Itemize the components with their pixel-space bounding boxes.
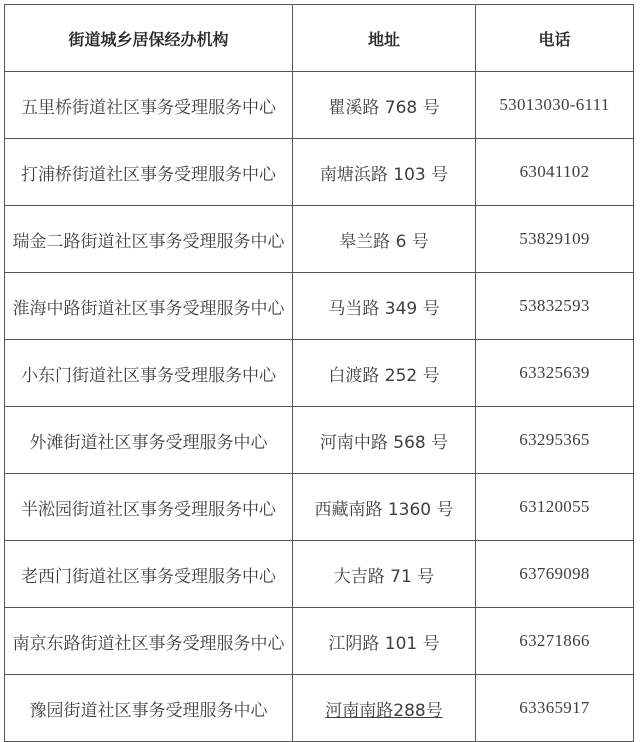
org-cell: 小东门街道社区事务受理服务中心 bbox=[5, 340, 293, 407]
table-row bbox=[5, 139, 634, 206]
org-cell: 五里桥街道社区事务受理服务中心 bbox=[5, 72, 293, 139]
table-row bbox=[5, 273, 634, 340]
address-cell: 马当路 349 号 bbox=[293, 273, 476, 340]
address-cell: 瞿溪路 768 号 bbox=[293, 72, 476, 139]
table-row bbox=[5, 541, 634, 608]
service-center-table bbox=[4, 4, 634, 742]
address-cell: 白渡路 252 号 bbox=[293, 340, 476, 407]
phone-cell: 53829109 bbox=[476, 206, 634, 273]
phone-cell: 63041102 bbox=[476, 139, 634, 206]
table-row bbox=[5, 675, 634, 742]
address-cell: 大吉路 71 号 bbox=[293, 541, 476, 608]
header-phone: 电话 bbox=[476, 5, 634, 72]
org-cell: 豫园街道社区事务受理服务中心 bbox=[5, 675, 293, 742]
address-cell: 河南南路288号 bbox=[293, 675, 476, 742]
phone-cell: 63769098 bbox=[476, 541, 634, 608]
table-row bbox=[5, 407, 634, 474]
org-cell: 打浦桥街道社区事务受理服务中心 bbox=[5, 139, 293, 206]
table-row bbox=[5, 206, 634, 273]
phone-cell: 63325639 bbox=[476, 340, 634, 407]
address-cell: 江阴路 101 号 bbox=[293, 608, 476, 675]
org-cell: 淮海中路街道社区事务受理服务中心 bbox=[5, 273, 293, 340]
phone-cell: 63365917 bbox=[476, 675, 634, 742]
header-org: 街道城乡居保经办机构 bbox=[5, 5, 293, 72]
address-cell: 皋兰路 6 号 bbox=[293, 206, 476, 273]
address-cell: 河南中路 568 号 bbox=[293, 407, 476, 474]
header-address: 地址 bbox=[293, 5, 476, 72]
table-row bbox=[5, 608, 634, 675]
table-row bbox=[5, 340, 634, 407]
address-cell: 西藏南路 1360 号 bbox=[293, 474, 476, 541]
org-cell: 瑞金二路街道社区事务受理服务中心 bbox=[5, 206, 293, 273]
header-row bbox=[5, 5, 634, 72]
phone-cell: 53832593 bbox=[476, 273, 634, 340]
org-cell: 南京东路街道社区事务受理服务中心 bbox=[5, 608, 293, 675]
phone-cell: 53013030-6111 bbox=[476, 72, 634, 139]
phone-cell: 63295365 bbox=[476, 407, 634, 474]
table-row bbox=[5, 474, 634, 541]
org-cell: 老西门街道社区事务受理服务中心 bbox=[5, 541, 293, 608]
org-cell: 外滩街道社区事务受理服务中心 bbox=[5, 407, 293, 474]
address-cell: 南塘浜路 103 号 bbox=[293, 139, 476, 206]
table-row bbox=[5, 72, 634, 139]
phone-cell: 63120055 bbox=[476, 474, 634, 541]
org-cell: 半淞园街道社区事务受理服务中心 bbox=[5, 474, 293, 541]
phone-cell: 63271866 bbox=[476, 608, 634, 675]
